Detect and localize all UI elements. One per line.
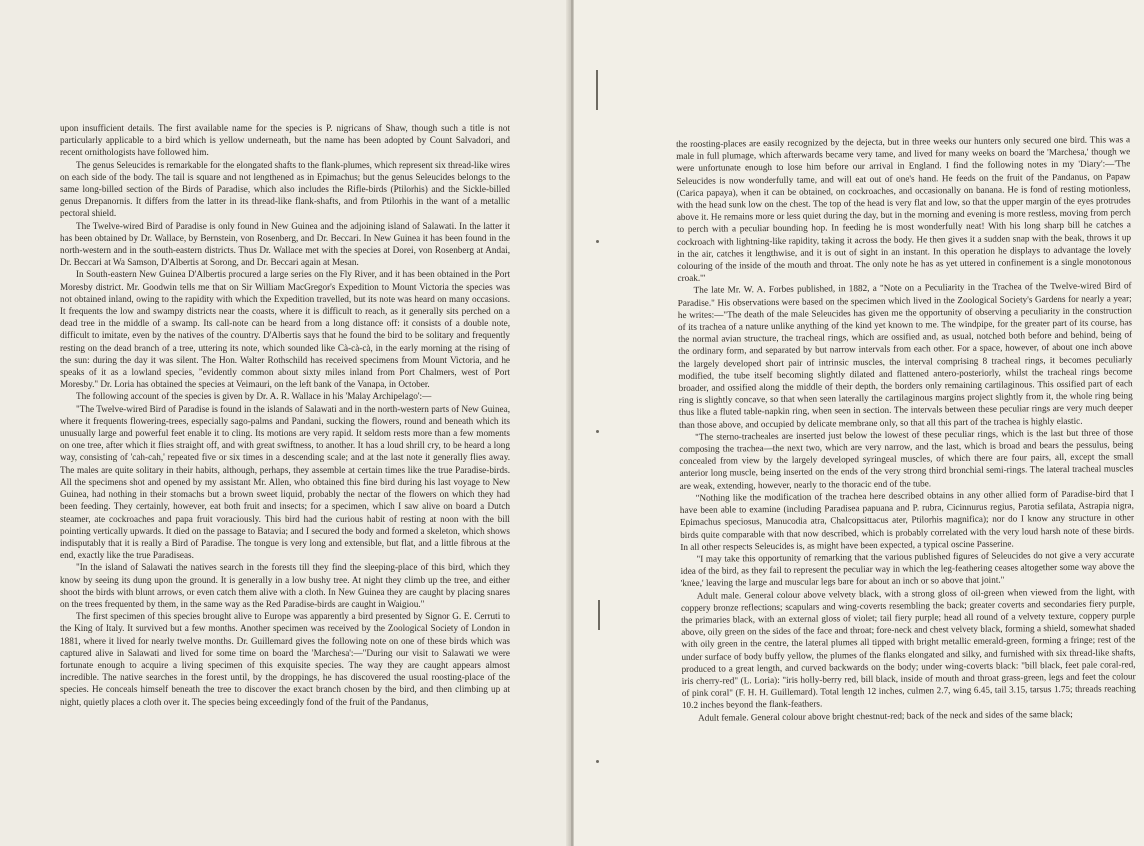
plate-edge-dot	[596, 240, 599, 243]
paragraph: upon insufficient details. The first available name for the species is P. nigricans of Shaw, though such a title is not particularly applicable to a bird which is yellow underneath, but the name has been adopted by Count Salvadori, and recent ornithologists have followed him.	[60, 123, 510, 158]
paragraph: "In the island of Salawati the natives search in the forests till they find the sleeping-place of this bird, which they know by seeing its dung upon the ground. It is generally in a low bushy tree. At night they climb up the tree, and either shoot the birds with blunt arrows, or even catch them alive with a cloth. In New Guinea they are caught by placing snares on the trees frequented by them, in the same way as the Red Paradise-birds are caught in Waigiou."	[60, 562, 510, 609]
paragraph: The first specimen of this species brought alive to Europe was apparently a bird presented by Signor G. E. Cerruti to the King of Italy. It survived but a few months. Another specimen was received by the Zoological Society of London in 1881, where it lived for nearly twelve months. Dr. Guillemard gives the following note on one of these birds which was captured alive in Salawati and lived for some time on board the 'Marchesa':—"During our visit to Salawati we were fortunate enough to acquire a living specimen of this exquisite species. The way they are caught appears almost incredible. The native searches in the forest until, by the droppings, he has discovered the usual roosting-place of the species. He conceals himself beneath the tree to discover the exact branch chosen by the bird, and then climbing up at night, quietly places a cloth over it. The species being exceedingly fond of the fruit of the Pandanus,	[60, 611, 510, 707]
paragraph: In South-eastern New Guinea D'Albertis procured a large series on the Fly River, and it has been obtained in the Port Moresby district. Mr. Goodwin tells me that on Sir William MacGregor's Expedition to Mount Victoria the species was not obtained inland, owing to the rapidity with which the Expedition travelled, but its note was heard on many occasions. It frequents the low and swampy districts near the coasts, where it is difficult to reach, as it generally sits perched on a dead tree in the middle of a swamp. Its call-note can be heard from a long distance off: it consists of a double note, difficult to imitate, even by the natives of the country. D'Albertis says that he found the bird to be solitary and frequently resting on the dead branch of a tree, uttering its note, which sounded like Cà-cà-cà, in the early morning at the rising of the sun: during the day it was silent. The Hon. Walter Rothschild has received specimens from Mount Victoria, and he speaks of it as a lowland species, "evidently common about sixty miles inland from Port Chalmers, west of Port Moresby." Dr. Loria has obtained the species at Veimauri, on the left bank of the Vanapa, in October.	[60, 269, 510, 390]
paragraph: "Nothing like the modification of the trachea here described obtains in any other allied form of Paradise-bird that I have been able to examine (including Paradisea papuana and P. rubra, Cicinnurus regius, Parotia sefilata, Astrapia nigra, Epimachus speciosus, Manucodia atra, Chalcopsittacus ater, Ptilorhis magnifica); nor do I know any structure in other birds quite comparable with that now described, which is probably correlated with the very loud harsh note of these birds. In all other respects Seleucides is, as might have been expected, a typical oscine Passerine.	[679, 488, 1135, 552]
paragraph: The following account of the species is given by Dr. A. R. Wallace in his 'Malay Archipelago':—	[76, 391, 432, 402]
plate-edge-dot	[596, 760, 599, 763]
plate-edge-dot	[596, 430, 599, 433]
left-page	[0, 0, 570, 846]
paragraph: "I may take this opportunity of remarking that the various published figures of Seleucides do not give a very accurate idea of the bird, as they fail to represent the peculiar way in which the leg-feathering ceases altogether some way above the 'knee,' leaving the large and muscular legs bare for about an inch or so above that joint."	[680, 549, 1135, 589]
left-text-column	[60, 122, 510, 708]
plate-edge-mark	[598, 600, 600, 630]
plate-edge-mark	[596, 70, 598, 110]
right-text-column	[676, 133, 1136, 723]
paragraph: the roosting-places are easily recognized by the dejecta, but in three weeks our hunters only secured one bird. This was a male in full plumage, which afterwards became very tame, and lived for many weeks on board the 'Marchesa,' though we were unfortunate enough to lose him before our arrival in England. I find the following notes in my 'Diary':—'The Seleucides is now wonderfully tame, and will eat out of one's hand. He feeds on the fruit of the Pandanus, on Papaw (Carica papaya), when it can be obtained, on cockroaches, and occasionally on banana. He is fond of resting motionless, with the head sunk low on the chest. The top of the head is very flat and low, so that the upper margin of the eyes protrudes above it. He remains more or less quiet during the day, but in the morning and evening is more restless, moving from perch to perch with a peculiar bounding hop. In feeding he is most wonderfully neat! With his long sharp bill he catches a cockroach with lightning-like rapidity, taking it across the body. He then gives it a sudden snap with the beak, throws it up in the air, catches it lengthwise, and it is out of sight in an instant. In this operation he displays to advantage the lovely colouring of the inside of the mouth and throat. The only note he has as yet uttered in confinement is a single monotonous croak.'"	[676, 134, 1132, 284]
paragraph: The Twelve-wired Bird of Paradise is only found in New Guinea and the adjoining island of Salawati. In the latter it has been obtained by Dr. Wallace, by Bernstein, von Rosenberg, and Dr. Beccari. In New Guinea it has been found in the north-western and in the south-eastern districts. Thus Dr. Wallace met with the species at Dorei, von Rosenberg at Andai, Dr. Beccari at Wa Samson, D'Albertis at Sorong, and Dr. Beccari again at Mesan.	[60, 220, 510, 268]
paragraph: "The Twelve-wired Bird of Paradise is found in the islands of Salawati and in the north-western parts of New Guinea, where it frequents flowering-trees, especially sago-palms and Pandani, sucking the flowers, round and beneath which its unusually large and powerful feet enable it to cling. Its motions are very rapid. It seldom rests more than a few moments on one tree, after which it flies straight off, and with great swiftness, to another. It has a loud shrill cry, to be heard a long way, consisting of 'cah-cah,' repeated five or six times in a descending scale; and at the last note it generally flies away. The males are quite solitary in their habits, although, perhaps, they assemble at certain times like the true Paradise-birds. All the specimens shot and opened by my assistant Mr. Allen, who obtained this fine bird during his last voyage to New Guinea, had nothing in their stomachs but a brown sweet liquid, probably the nectar of the flowers on which they had been feeding. They certainly, however, eat both fruit and insects; for a specimen, which I saw alive on board a Dutch steamer, ate cockroaches and papa fruit voraciously. This bird had the curious habit of resting at noon with the bill pointing vertically upwards. It died on the passage to Batavia; and I secured the body and formed a skeleton, which shows indisputably that it is really a Bird of Paradise. The tongue is very long and extensible, but flat, and a little fibrous at the end, exactly like the true Paradiseas.	[60, 403, 510, 561]
paragraph: Adult male. General colour above velvety black, with a strong gloss of oil-green when viewed from the light, with coppery bronze reflections; scapulars and wing-coverts resembling the back; greater coverts and secondaries fiery purple, the primaries black, with an external gloss of violet; tail fiery purple; head all round of a velvety texture, coppery purple above, oily green on the sides of the face and throat; fore-neck and chest velvety black, forming a shield, somewhat shaded with oily green in the centre, the lateral plumes all tipped with bright metallic emerald-green, forming a fringe; rest of the under surface of body buffy yellow, the plumes of the flanks elongated and silky, and furnished with six thread-like shafts, produced to a great length, and curved backwards on the body; under wing-coverts black: "bill black, feet pale coral-red, iris cherry-red" (L. Loria): "iris holly-berry red, bill black, inside of mouth and throat grass-green, legs and feet the colour of pink coral" (F. H. H. Guillemard). Total length 12 inches, culmen 2.7, wing 6.45, tail 3.15, tarsus 1.75; threads reaching 10.2 inches beyond the flank-feathers.	[680, 585, 1136, 711]
paragraph: The genus Seleucides is remarkable for the elongated shafts to the flank-plumes, which represent six thread-like wires on each side of the body. The tail is square and not lengthened as in Epimachus; but the genus Seleucides belongs to the same long-billed section of the Birds of Paradise, which also includes the Rifle-birds (Ptilorhis) and the Sickle-billed genus Drepanornis. It differs from the latter in its thread-like flank-shafts, and from Ptilorhis in the want of a metallic pectoral shield.	[60, 159, 510, 219]
paragraph: "The sterno-tracheales are inserted just below the lowest of these peculiar rings, which is the last but three of those composing the trachea—the next two, which are very narrow, and the last, which is broad and bears the pessulus, being concealed from view by the largely developed syringeal muscles, of which there are four pairs, all, except the small anterior long muscle, being inserted on the ends of the very strong third bronchial semi-rings. The lateral tracheal muscles are weak, extending, however, nearly to the thoracic end of the tube.	[679, 427, 1134, 491]
paragraph: Adult female. General colour above bright chestnut-red; back of the neck and sides of the same black;	[698, 708, 1073, 723]
paragraph: The late Mr. W. A. Forbes published, in 1882, a "Note on a Peculiarity in the Trachea of the Twelve-wired Bird of Paradise." His observations were based on the specimen which lived in the Zoological Society's Gardens for nearly a year; he writes:—"The death of the male Seleucides has given me the opportunity of observing a peculiarity in the construction of its trachea of a nature unlike anything of the kind yet known to me. The windpipe, for the greater part of its course, has the normal avian structure, the tracheal rings, which are ossified and, as usual, notched both before and behind, being of the ordinary form, and separated by but narrow intervals from each other. For a space, however, of about one inch above the largely developed short pair of intrinsic muscles, the interval comprising 8 tracheal rings, it becomes peculiarly modified, the tube itself becoming slightly dilated and flattened antero-posteriorly, whilst the tracheal rings become broader, and ossified along the middle of their depth, the borders only remaining cartilaginous. This ossified part of each ring is slightly concave, so that when seen laterally the cartilaginous margins project slightly from it, the whole ring being thus like a fluted table-napkin ring, when seen in section. The intervals between these peculiar rings are very much deeper than those above, and occupied by delicate membrane only, so that all this part of the trachea is highly elastic.	[677, 280, 1133, 430]
